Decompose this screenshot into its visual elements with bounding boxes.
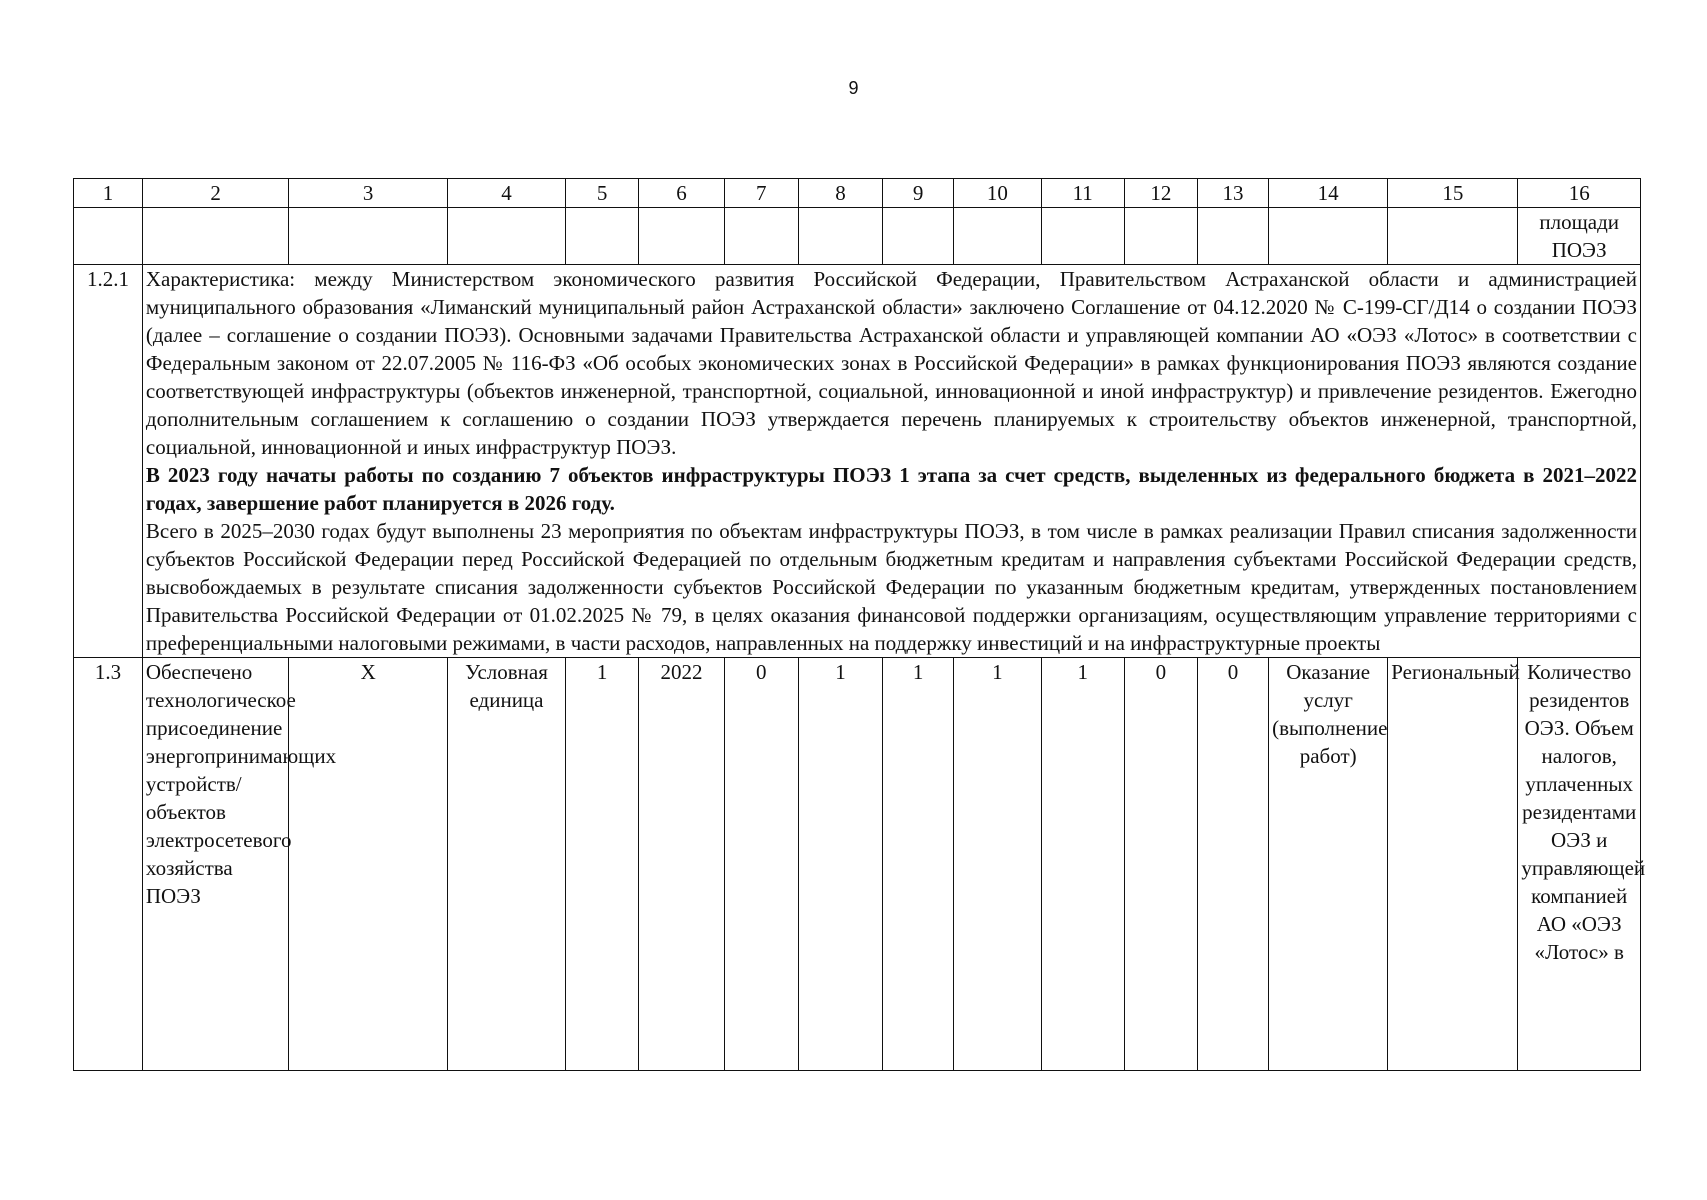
column-number: 4 [447, 179, 565, 208]
table-cell [883, 208, 954, 265]
table-cell [1124, 208, 1197, 265]
type-cell: Оказание услуг (выполнение работ) [1269, 658, 1388, 1071]
column-number: 3 [289, 179, 448, 208]
table-cell [142, 208, 289, 265]
row-1-2-1 [74, 265, 1641, 658]
year-cell: 2022 [639, 658, 724, 1071]
value-cell: 1 [1041, 658, 1124, 1071]
row-number: 1.2.1 [74, 265, 143, 658]
column-number: 10 [954, 179, 1041, 208]
value-cell: 0 [1124, 658, 1197, 1071]
table-cell [1269, 208, 1388, 265]
value-cell: 1 [883, 658, 954, 1071]
value-cell: 0 [1198, 658, 1269, 1071]
page-number: 9 [848, 78, 859, 98]
level-cell: Региональный [1388, 658, 1518, 1071]
continuation-row [74, 208, 1641, 265]
value-cell: 1 [954, 658, 1041, 1071]
description-paragraph: Характеристика: между Министерством экономического развития Российской Федерации, Правительством Астраханской области и администрацией муниципального образования «Лиманский муниципальный район Астраханской области» заключено Соглашение от 04.12.2020 № С-199-СГ/Д14 о создании ПОЭЗ (далее – соглашение о создании ПОЭЗ). Основными задачами Правительства Астраханской области и управляющей компании АО «ОЭЗ «Лотос» в соответствии с Федеральным законом от 22.07.2005 № 116-ФЗ «Об особых экономических зонах в Российской Федерации» в рамках функционирования ПОЭЗ являются создание соответствующей инфраструктуры (объектов инженерной, транспортной, социальной, инновационной и иной инфраструктур) и привлечение резидентов. Ежегодно дополнительным соглашением к соглашению о создании ПОЭЗ утверждается перечень планируемых к строительству объектов инженерной, транспортной, социальной, инновационной и иных инфраструктур ПОЭЗ. [145, 267, 1637, 459]
column-number: 2 [142, 179, 289, 208]
table-cell [1198, 208, 1269, 265]
column-number-row [74, 179, 1641, 208]
column-number: 11 [1041, 179, 1124, 208]
column-number: 14 [1269, 179, 1388, 208]
column-number: 1 [74, 179, 143, 208]
table-cell [954, 208, 1041, 265]
value-cell: 1 [566, 658, 639, 1071]
description-cell [142, 265, 1640, 658]
column-number: 13 [1198, 179, 1269, 208]
column-number: 12 [1124, 179, 1197, 208]
column-number: 15 [1388, 179, 1518, 208]
table-cell [1388, 208, 1518, 265]
table-cell [289, 208, 448, 265]
table-cell [1041, 208, 1124, 265]
table-cell [566, 208, 639, 265]
value-cell: 0 [724, 658, 798, 1071]
column-number: 5 [566, 179, 639, 208]
column-number: 16 [1518, 179, 1641, 208]
table-cell [724, 208, 798, 265]
result-name-cell: Обеспечено технологическое присоединение энергопринимающих устройств/ объектов электросетевого хозяйства ПОЭЗ [142, 658, 289, 1071]
table-cell [639, 208, 724, 265]
column-number: 8 [798, 179, 882, 208]
table-cell [798, 208, 882, 265]
row-1-3 [74, 658, 1641, 1071]
description-paragraph: В 2023 году начаты работы по созданию 7 объектов инфраструктуры ПОЭЗ 1 этапа за счет средств, выделенных из федерального бюджета в 2021–2022 годах, завершение работ планируется в 2026 году. [145, 463, 1637, 515]
table-cell [447, 208, 565, 265]
column-number: 9 [883, 179, 954, 208]
column-number: 6 [639, 179, 724, 208]
row-number: 1.3 [74, 658, 143, 1071]
table-cell [74, 208, 143, 265]
table-cell: Х [289, 658, 448, 1071]
value-cell: 1 [798, 658, 882, 1071]
document-table [73, 178, 1646, 1071]
unit-cell: Условная единица [447, 658, 565, 1071]
column-number: 7 [724, 179, 798, 208]
description-paragraph: Всего в 2025–2030 годах будут выполнены 23 мероприятия по объектам инфраструктуры ПОЭЗ, в том числе в рамках реализации Правил списания задолженности субъектов Российской Федерации перед Российской Федерацией по отдельным бюджетным кредитам и направления субъектами Российской Федерации средств, высвобождаемых в результате списания задолженности субъектов Российской Федерации по указанным бюджетным кредитам, утвержденных постановлением Правительства Российской Федерации от 01.02.2025 № 79, в целях оказания финансовой поддержки организациям, осуществляющим управление территориями с преференциальными налоговыми режимами, в части расходов, направленных на поддержку инвестиций и на инфраструктурные проекты [145, 519, 1637, 655]
continuation-col16: площади ПОЭЗ [1518, 208, 1641, 265]
indicator-cell: Количество резидентов ОЭЗ. Объем налогов, уплаченных резидентами ОЭЗ и управляющей компанией АО «ОЭЗ «Лотос» в [1518, 658, 1641, 1071]
